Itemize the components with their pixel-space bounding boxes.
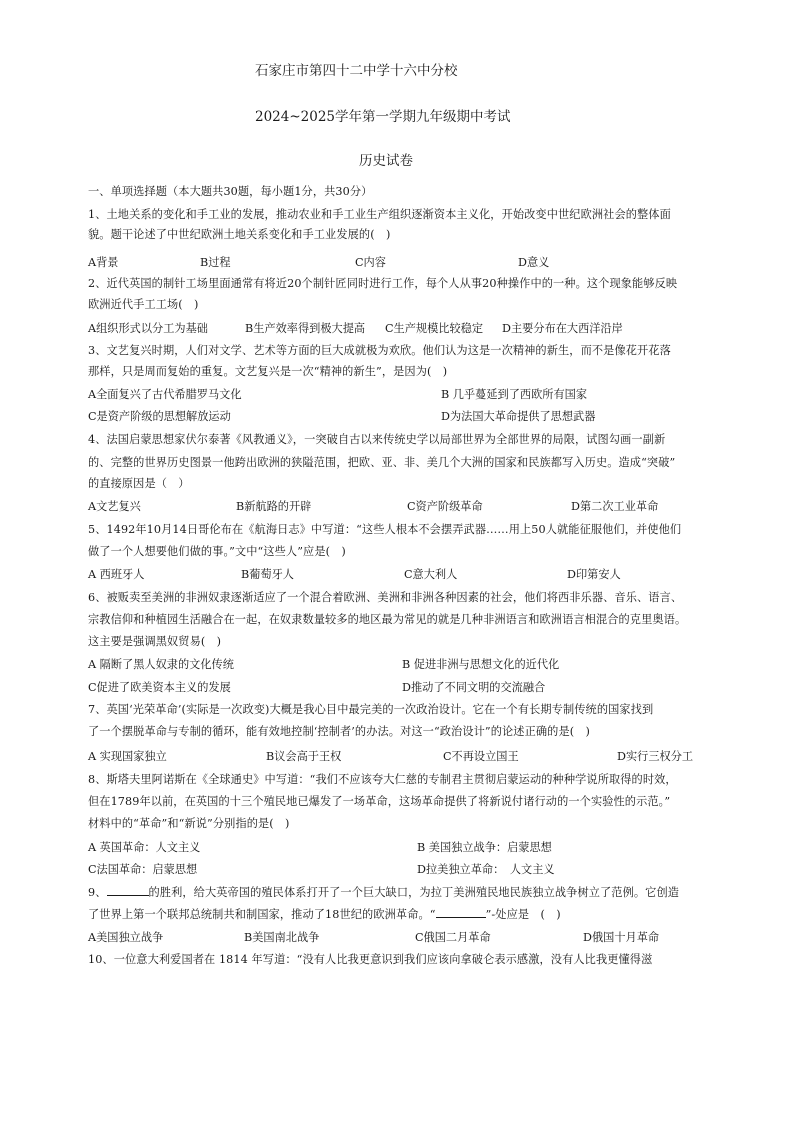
question-9-line-2	[88, 906, 561, 922]
question-9-blank-2	[436, 907, 486, 918]
question-6-line-2: 宗教信仰和种植园生活融合在一起，在奴隶数量较多的地区最为常见的就是几种非洲语言和欧洲语言相混合的克里奥语。	[88, 613, 687, 626]
question-1-option-a: A背景	[88, 256, 119, 269]
question-3-line-2: 那样，只是周而复始的重复。文艺复兴是一次“精神的新生”，是因为( )	[88, 365, 448, 378]
question-6-option-a: A 隔断了黑人奴隶的文化传统	[88, 658, 234, 671]
question-8-line-1: 8、斯塔夫里阿诺斯在《全球通史》中写道：“我们不应该夸大仁慈的专制君主贯彻启蒙运动的种种学说所取得的时效，	[88, 773, 677, 786]
question-4-option-d: D第二次工业革命	[571, 500, 659, 513]
question-8-line-3: 材料中的“革命”和“新说”分别指的是( )	[88, 817, 290, 830]
question-4-option-c: C资产阶级革命	[407, 500, 483, 513]
subject-title: 历史试卷	[359, 153, 413, 169]
question-6-option-b: B 促进非洲与思想文化的近代化	[402, 658, 560, 671]
question-2-option-d: D主要分布在大西洋沿岸	[502, 322, 623, 335]
question-7-option-a: A 实现国家独立	[88, 750, 167, 763]
question-2-line-2: 欧洲近代手工工场( )	[88, 298, 199, 311]
question-3-option-b: B 几乎蔓延到了西欧所有国家	[441, 388, 588, 401]
question-7-line-2: 了一个摆脱革命与专制的循环，能有效地控制‘控制者’的办法。对这一“政治设计”的论述正确的是( )	[88, 725, 590, 738]
question-8-line-2: 但在1789年以前，在英国的十三个殖民地已爆发了一场革命，这场革命提供了将新说付诸行动的一个实验性的示范。”	[88, 795, 671, 808]
question-3-option-a: A全面复兴了古代希腊罗马文化	[88, 388, 242, 401]
question-9-text-1: 的胜利，给大英帝国的殖民体系打开了一个巨大缺口，为拉丁美洲殖民地民族独立战争树立了范例。它创造	[148, 886, 680, 899]
question-9-option-a: A美国独立战争	[88, 931, 164, 944]
question-9-text-2: 了世界上第一个联邦总统制共和制国家，推动了18世纪的欧洲革命。“	[88, 908, 436, 921]
question-8-option-d: D拉美独立革命： 人文主义	[417, 863, 555, 876]
question-5-option-d: D印第安人	[567, 568, 621, 581]
question-6-line-1: 6、被贩卖至美洲的非洲奴隶逐渐适应了一个混合着欧洲、美洲和非洲各种因素的社会，他们将西非乐器、音乐、语言、	[88, 591, 683, 604]
question-5-option-a: A 西班牙人	[88, 568, 145, 581]
question-8-option-a: A 英国革命：人文主义	[88, 841, 201, 854]
question-7-option-d: D实行三权分工	[617, 750, 694, 763]
question-3-option-d: D为法国大革命提供了思想武器	[441, 410, 596, 423]
question-4-line-2: 的、完整的世界历史图景一他跨出欧洲的狭隘范围，把欧、亚、非、美几个大洲的国家和民族都写入历史。造成“突破”	[88, 456, 676, 469]
school-name: 石家庄市第四十二中学十六中分校	[255, 63, 458, 79]
question-7-option-b: B议会高于王权	[266, 750, 342, 763]
exam-title: 2024~2025学年第一学期九年级期中考试	[255, 109, 511, 125]
question-3-option-c: C是资产阶级的思想解放运动	[88, 410, 231, 423]
question-5-line-1: 5、1492年10月14日哥伦布在《航海日志》中写道：“这些人根本不会摆弄武器……用上50人就能征服他们，并使他们	[88, 523, 682, 536]
question-1-option-c: C内容	[355, 256, 386, 269]
question-10-line-1: 10、一位意大利爱国者在 1814 年写道：“没有人比我更意识到我们应该向拿破仑表示感激，没有人比我更懂得滋	[88, 953, 653, 966]
question-7-line-1: 7、英国‘光荣革命’(实际是一次政变)大概是我心目中最完美的一次政治设计。它在一个有长期专制传统的国家找到	[88, 703, 654, 716]
question-9-option-c: C俄国二月革命	[415, 931, 491, 944]
question-9-option-b: B美国南北战争	[244, 931, 320, 944]
question-8-option-b: B 美国独立战争：启蒙思想	[417, 841, 552, 854]
question-1-option-b: B过程	[200, 256, 231, 269]
question-2-option-b: B生产效率得到极大提高	[245, 322, 366, 335]
question-1-line-2: 貌。题干论述了中世纪欧洲土地关系变化和手工业发展的( )	[88, 228, 391, 241]
question-5-option-c: C意大利人	[404, 568, 458, 581]
question-4-option-a: A文艺复兴	[88, 500, 141, 513]
question-6-option-d: D推动了不同文明的交流融合	[402, 681, 546, 694]
question-9-option-d: D俄国十月革命	[583, 931, 660, 944]
section-title: 一、单项选择题（本大题共30题，每小题1分，共30分）	[88, 185, 373, 198]
question-9-blank-1	[107, 885, 149, 896]
question-5-line-2: 做了一个人想要他们做的事。”文中“这些人”应是( )	[88, 545, 346, 558]
question-2-line-1: 2、近代英国的制针工场里面通常有将近20个制针匠同时进行工作，每个人从事20种操作中的一种。这个现象能够反映	[88, 277, 678, 290]
question-3-line-1: 3、文艺复兴时期，人们对文学、艺术等方面的巨大成就极为欢欣。他们认为这是一次精神的新生，而不是像花开花落	[88, 344, 671, 357]
question-9-line-1	[88, 884, 679, 900]
question-8-option-c: C法国革命：启蒙思想	[88, 863, 198, 876]
question-1-line-1: 1、土地关系的变化和手工业的发展，推动农业和手工业生产组织逐渐资本主义化，开始改变中世纪欧洲社会的整体面	[88, 208, 671, 221]
question-1-option-d: D意义	[518, 256, 550, 269]
question-4-line-1: 4、法国启蒙思想家伏尔泰著《风教通义》，一突破自古以来传统史学以局部世界为全部世界的局限，试图勾画一副新	[88, 433, 666, 446]
question-9-number: 9、	[88, 886, 107, 899]
question-7-option-c: C不再设立国王	[443, 750, 519, 763]
question-9-text-3: ”-处应是 ( )	[485, 908, 561, 921]
question-4-line-3: 的直接原因是（ ）	[88, 477, 190, 490]
question-6-option-c: C促进了欧美资本主义的发展	[88, 681, 231, 694]
question-2-option-a: A组织形式以分工为基础	[88, 322, 208, 335]
question-6-line-3: 这主要是强调黑奴贸易( )	[88, 635, 222, 648]
question-2-option-c: C生产规模比较稳定	[385, 322, 484, 335]
question-4-option-b: B新航路的开辟	[236, 500, 312, 513]
question-5-option-b: B葡萄牙人	[241, 568, 294, 581]
